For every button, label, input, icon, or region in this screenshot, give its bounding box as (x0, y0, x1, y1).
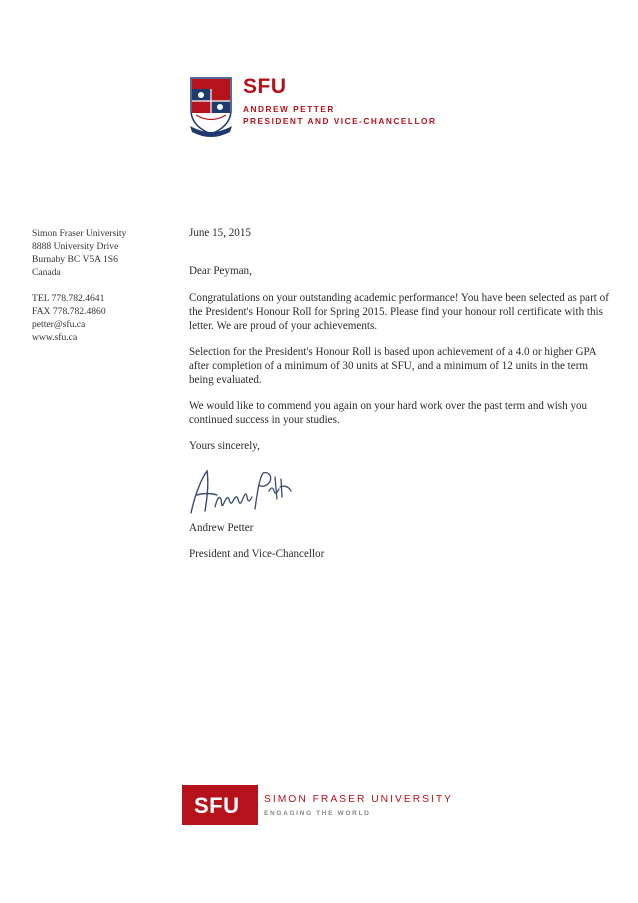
contact-org: Simon Fraser University (32, 228, 127, 239)
contact-spacer (32, 279, 162, 292)
letter-salutation: Dear Peyman, (189, 265, 252, 277)
contact-fax: FAX 778.782.4860 (32, 306, 106, 317)
contact-block (32, 227, 162, 344)
signer-title: President and Vice-Chancellor (189, 548, 325, 560)
footer-university-name: SIMON FRASER UNIVERSITY (264, 794, 454, 805)
signer-name: Andrew Petter (189, 522, 254, 534)
header-logo (188, 72, 438, 138)
contact-street: 8888 University Drive (32, 241, 119, 252)
letter-paragraph: Congratulations on your outstanding academic performance! You have been selected as part of the President's Honour Roll for Spring 2015. Please find your honour roll certificate with this letter. We are proud of your achievements. (189, 292, 609, 332)
footer-logo-box (182, 785, 258, 825)
letter-closing: Yours sincerely, (189, 440, 260, 452)
officer-name: ANDREW PETTER (243, 104, 335, 114)
letter-paragraph: We would like to commend you again on your hard work over the past term and wish you continued success in your studies. (189, 400, 588, 426)
footer-logo-text: SFU (194, 793, 240, 818)
letter-date: June 15, 2015 (189, 227, 251, 239)
letter-paragraph: Selection for the President's Honour Roll is based upon achievement of a 4.0 or higher GPA after completion of a minimum of 30 units at SFU, and a minimum of 12 units in the term being evaluated. (189, 346, 597, 386)
footer-logo (182, 785, 454, 827)
contact-tel: TEL 778.782.4641 (32, 293, 105, 304)
header-logo-text: SFU (243, 75, 287, 98)
footer-tagline: ENGAGING THE WORLD (264, 810, 371, 817)
officer-title: PRESIDENT AND VICE-CHANCELLOR (243, 116, 437, 126)
contact-city: Burnaby BC V5A 1S6 (32, 254, 118, 265)
letter-body (189, 226, 609, 573)
signature-icon (185, 465, 295, 519)
contact-country: Canada (32, 267, 61, 278)
contact-web[interactable]: www.sfu.ca (32, 332, 78, 343)
contact-email[interactable]: petter@sfu.ca (32, 319, 86, 330)
sfu-crest-icon (188, 76, 234, 138)
